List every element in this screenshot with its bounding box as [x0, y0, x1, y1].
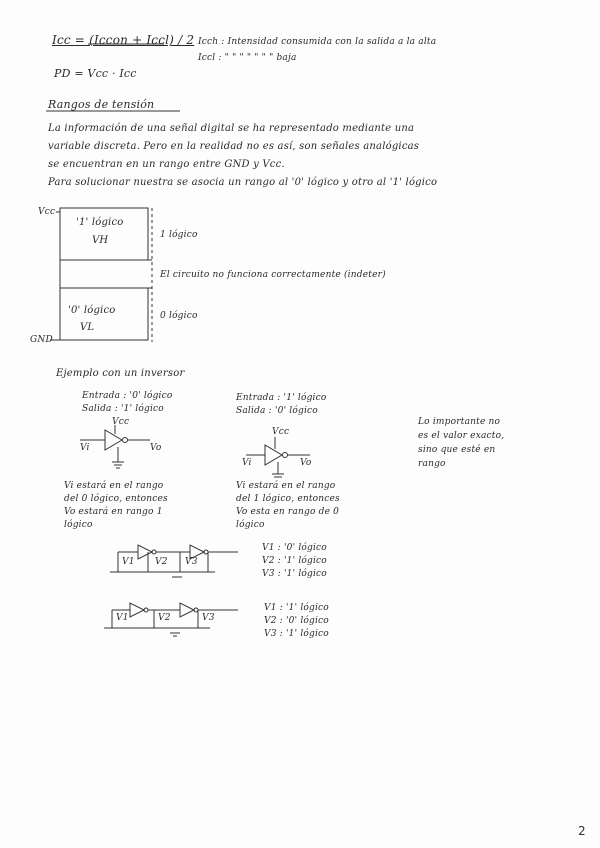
example-right-vin: Vi: [242, 458, 252, 468]
mid-side-label: El circuito no funciona correctamente (indeter): [160, 270, 386, 280]
example-left-caption2: del 0 lógico, entonces: [64, 494, 168, 504]
example-left-vcc: Vcc: [112, 417, 130, 427]
example-left-vin: Vi: [80, 443, 90, 453]
formula-pd: PD = Vcc · Icc: [54, 67, 137, 80]
vcc-label: Vcc: [38, 207, 56, 217]
def-icch: Icch : Intensidad consumida con la salida a la alta: [198, 37, 437, 47]
example-right-caption1: Vi estará en el rango: [236, 481, 336, 491]
example-left-line2: Salida : '1' lógico: [82, 404, 164, 414]
chain1-v2: V2: [155, 557, 168, 567]
def-iccl: Iccl : " " " " " " " baja: [198, 53, 297, 63]
example-left-line1: Entrada : '0' lógico: [82, 391, 173, 401]
section-title: Rangos de tensión: [48, 98, 155, 111]
inverter-left: [80, 425, 150, 468]
side-note-line1: Lo importante no: [418, 417, 501, 427]
inverter-right: [246, 437, 310, 477]
chain1-result3: V3 : '1' lógico: [262, 569, 327, 579]
example-title: Ejemplo con un inversor: [56, 368, 185, 379]
formula-icc: Icc = (Iccon + Iccl) / 2: [52, 33, 195, 47]
example-left-caption3: Vo estará en rango 1: [64, 507, 163, 517]
side-note-line3: sino que esté en: [418, 445, 496, 455]
low-box-line1: '0' lógico: [68, 305, 116, 316]
chain2-v2: V2: [158, 613, 171, 623]
paragraph-line-4: Para solucionar nuestra se asocia un rango al '0' lógico y otro al '1' lógico: [48, 177, 438, 188]
paragraph-line-2: variable discreta. Pero en la realidad no es así, son señales analógicas: [48, 141, 420, 152]
example-right-line2: Salida : '0' lógico: [236, 406, 318, 416]
example-right-caption2: del 1 lógico, entonces: [236, 494, 340, 504]
example-right-caption4: lógico: [236, 520, 265, 530]
example-right-vout: Vo: [300, 458, 312, 468]
chain1-result2: V2 : '1' lógico: [262, 556, 327, 566]
low-box-line2: VL: [80, 322, 95, 333]
page-number: 2: [578, 824, 586, 838]
chain1-v3: V3: [185, 557, 198, 567]
chain1-v1: V1: [122, 557, 135, 567]
low-side-label: 0 lógico: [160, 311, 198, 321]
side-note-line2: es el valor exacto,: [418, 431, 505, 441]
paragraph-line-1: La información de una señal digital se ha representado mediante una: [48, 123, 415, 134]
example-left-caption1: Vi estará en el rango: [64, 481, 164, 491]
gnd-label: GND: [30, 335, 53, 345]
chain2-result1: V1 : '1' lógico: [264, 603, 329, 613]
paragraph-line-3: se encuentran en un rango entre GND y Vcc.: [48, 159, 285, 170]
high-box-line2: VH: [92, 235, 109, 246]
chain2-v1: V1: [116, 613, 129, 623]
chain2-result2: V2 : '0' lógico: [264, 616, 329, 626]
example-left-caption4: lógico: [64, 520, 93, 530]
example-right-caption3: Vo esta en rango de 0: [236, 507, 340, 517]
chain2-v3: V3: [202, 613, 215, 623]
side-note-line4: rango: [418, 459, 446, 469]
example-left-vout: Vo: [150, 443, 162, 453]
example-right-line1: Entrada : '1' lógico: [236, 393, 327, 403]
example-right-vcc: Vcc: [272, 427, 290, 437]
high-side-label: 1 lógico: [160, 230, 198, 240]
chain2-result3: V3 : '1' lógico: [264, 629, 329, 639]
high-range-box: [60, 208, 148, 260]
high-box-line1: '1' lógico: [76, 217, 124, 228]
chain1-result1: V1 : '0' lógico: [262, 543, 327, 553]
